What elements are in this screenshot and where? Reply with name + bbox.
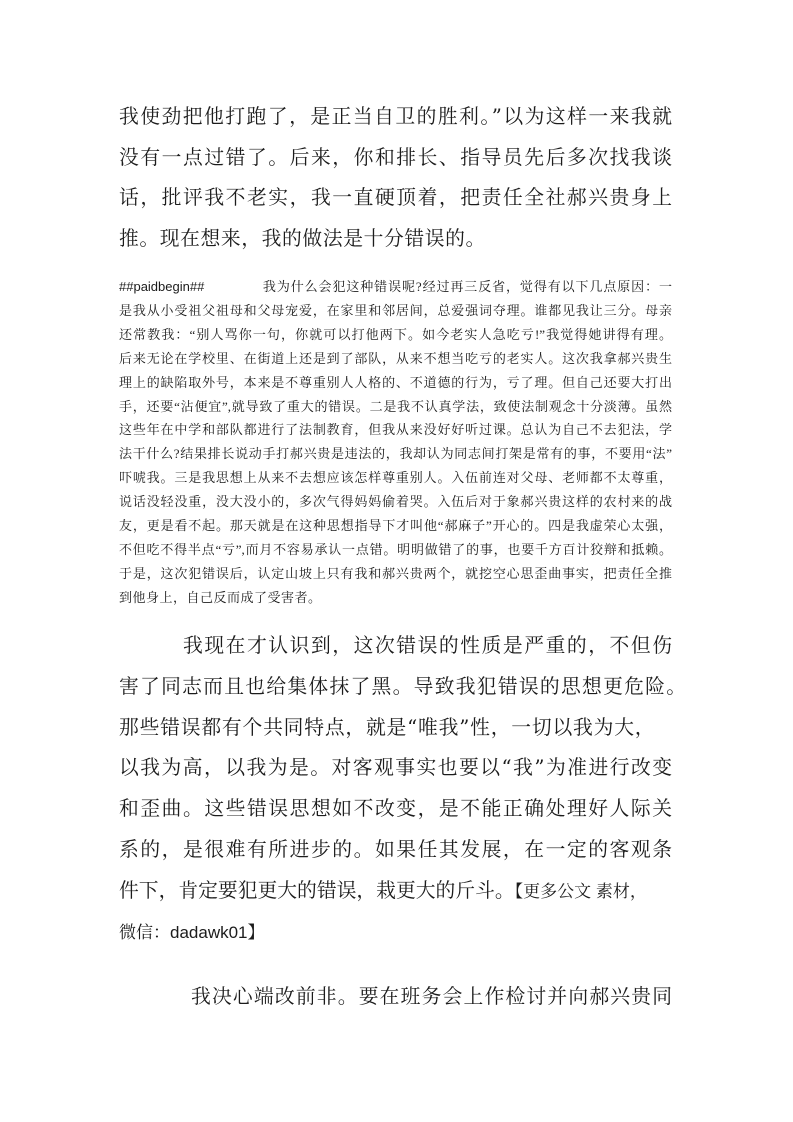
body-text-line: 不但吃不得半点“亏”,而月不容易承认一点错。明明做错了的事，也要千方百计狡辩和抵赖。 xyxy=(119,541,672,557)
paragraph-2-small-text xyxy=(119,275,739,610)
body-text-line: 是我从小受祖父祖母和父母宠爱，在家里和邻居间，总爱强词夺理。谁都见我让三分。母亲 xyxy=(119,302,672,318)
paragraph-3 xyxy=(119,626,739,953)
body-text-line: 吓唬我。三是我思想上从来不去想应该怎样尊重别人。入伍前连对父母、老师都不太尊重， xyxy=(119,470,672,486)
body-text-line: 这些年在中学和部队都进行了法制教育，但我从来没好好听过课。总认为自己不去犯法，学 xyxy=(119,422,672,438)
paragraph-4 xyxy=(119,977,739,1018)
body-text-line xyxy=(119,275,672,299)
body-text-line: 法干什么?结果排长说动手打郝兴贵是违法的，我却认为同志间打架是常有的事，不要用“法” xyxy=(119,446,672,462)
body-text-line: 手，还要“沾便宜”,就导致了重大的错误。二是我不认真学法，致使法制观念十分淡薄。虽然 xyxy=(119,398,672,414)
body-text-segment: 我为什么会犯这种错误呢?经过再三反省，觉得有以下几点原因：一 xyxy=(262,279,672,294)
promo-contact: 微信：dadawk01】 xyxy=(119,922,265,942)
body-text-line: 我现在才认识到，这次错误的性质是严重的，不但伤 xyxy=(183,634,672,657)
body-text-line: 和歪曲。这些错误思想如不改变，是不能正确处理好人际关 xyxy=(119,797,672,821)
body-text-line: 到他身上，自己反而成了受害者。 xyxy=(119,589,322,605)
body-text-line: 后来无论在学校里、在街道上还是到了部队，从来不想当吃亏的老实人。这次我拿郝兴贵生 xyxy=(119,350,672,366)
paragraph-1 xyxy=(119,97,739,259)
body-text-line: 没有一点过错了。后来，你和排长、指导员先后多次找我谈 xyxy=(119,145,672,169)
body-text-line: 那些错误都有个共同特点，就是“唯我”性，一切以我为大， xyxy=(119,715,656,739)
body-text-line: 害了同志而且也给集体抹了黑。导致我犯错误的思想更危险。 xyxy=(119,674,686,698)
body-text-line: 说话没轻没重，没大没小的，多次气得妈妈偷着哭。入伍后对于象郝兴贵这样的农村来的战 xyxy=(119,494,672,510)
body-text-line: 话，批评我不老实，我一直硬顶着，把责任全社郝兴贵身上 xyxy=(119,186,672,210)
body-text-line: 友，更是看不起。那天就是在这种思想指导下才叫他“郝麻子”开心的。四是我虚荣心太强， xyxy=(119,518,672,534)
body-text-line: 于是，这次犯错误后，认定山坡上只有我和郝兴贵两个，就挖空心思歪曲事实，把责任全推 xyxy=(119,565,672,581)
body-text-segment: 件下，肯定要犯更大的错误，栽更大的斤斗。 xyxy=(119,878,515,902)
body-text-line: 理上的缺陷取外号，本来是不尊重别人人格的、不道德的行为，亏了理。但自己还要大打出 xyxy=(119,374,672,390)
body-text-line: 推。现在想来，我的做法是十分错误的。 xyxy=(119,226,486,250)
body-text-line: 系的，是很难有所进步的。如果任其发展，在一定的客观条 xyxy=(119,837,672,861)
promo-text: 【更多公文 素材， xyxy=(514,881,647,901)
body-text-line: 还常教我：“别人骂你一句，你就可以打他两下。如今老实人急吃亏!”我觉得她讲得有理。 xyxy=(119,326,672,342)
body-text-line: 我决心端改前非。要在班务会上作检讨并向郝兴贵同 xyxy=(191,985,672,1008)
paid-content-marker: ##paidbegin## xyxy=(119,279,205,294)
body-text-line: 以我为高，以我为是。对客观事实也要以“我”为准进行改变 xyxy=(119,756,672,780)
body-text-line xyxy=(119,871,739,913)
body-text-line: 我使劲把他打跑了，是正当自卫的胜利。”以为这样一来我就 xyxy=(119,105,672,128)
